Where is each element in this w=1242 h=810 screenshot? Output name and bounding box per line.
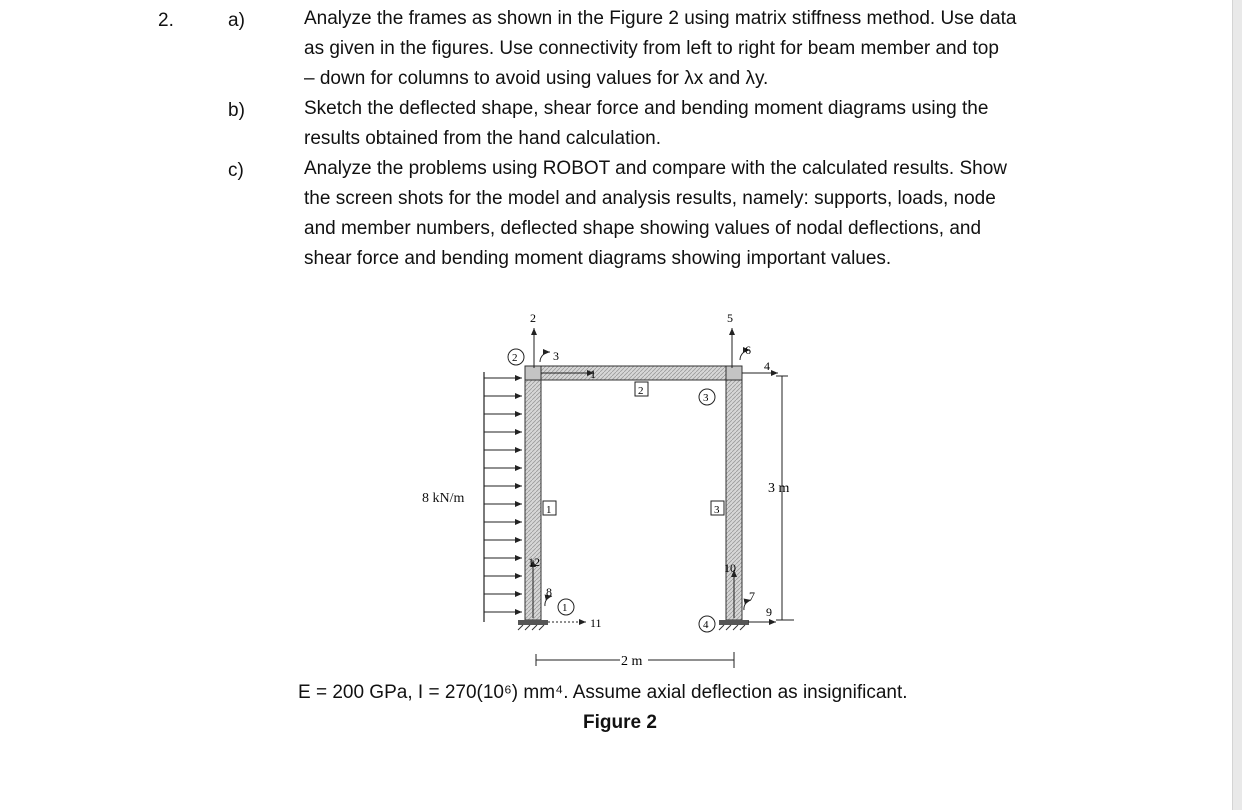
left-fixed-support xyxy=(518,620,548,630)
dof-label-6: 6 xyxy=(745,343,751,357)
joint-top-left xyxy=(525,366,541,380)
dof-label-12: 12 xyxy=(528,555,540,569)
part-c-text xyxy=(304,154,1104,274)
member-label-3: 3 xyxy=(714,504,720,516)
dof-label-5: 5 xyxy=(727,311,733,325)
node-label-1: 1 xyxy=(562,602,568,614)
distributed-load xyxy=(484,372,522,622)
dof-label-1: 1 xyxy=(590,367,596,381)
node-label-4: 4 xyxy=(703,619,709,631)
page-edge xyxy=(1232,0,1242,810)
width-label: 2 m xyxy=(621,654,643,669)
part-c-line-4: shear force and bending moment diagrams showing important values. xyxy=(304,248,892,269)
dof-label-10: 10 xyxy=(724,561,736,575)
part-label-b: b) xyxy=(228,100,245,121)
node-label-3: 3 xyxy=(703,392,709,404)
dof-arrow-3 xyxy=(540,352,550,362)
member-label-2: 2 xyxy=(638,385,644,397)
part-c-line-3: and member numbers, deflected shape showing values of nodal deflections, and xyxy=(304,218,982,239)
part-label-c: c) xyxy=(228,160,244,181)
part-c-line-2: the screen shots for the model and analysis results, namely: supports, loads, node xyxy=(304,188,996,209)
dof-label-7: 7 xyxy=(749,589,755,603)
dof-label-4: 4 xyxy=(764,359,770,373)
part-b-text xyxy=(304,94,1104,154)
dof-label-3: 3 xyxy=(553,349,559,363)
figure-caption-title: Figure 2 xyxy=(583,712,657,733)
part-a-text xyxy=(304,4,1104,94)
part-a-line-2: as given in the figures. Use connectivity from left to right for beam member and top xyxy=(304,38,999,59)
joint-top-right xyxy=(726,366,742,380)
dof-label-11: 11 xyxy=(590,616,602,630)
dof-label-9: 9 xyxy=(766,605,772,619)
dof-label-8: 8 xyxy=(546,585,552,599)
frame-figure xyxy=(400,300,840,680)
load-label: 8 kN/m xyxy=(422,491,465,506)
part-a-line-1: Analyze the frames as shown in the Figure 2 using matrix stiffness method. Use data xyxy=(304,8,1017,29)
dof-label-2: 2 xyxy=(530,311,536,325)
node-label-2: 2 xyxy=(512,352,518,364)
part-label-a: a) xyxy=(228,10,245,31)
member-label-1: 1 xyxy=(546,504,552,516)
part-c-line-1: Analyze the problems using ROBOT and compare with the calculated results. Show xyxy=(304,158,1007,179)
part-b-line-2: results obtained from the hand calculation. xyxy=(304,128,661,149)
part-a-line-3: – down for columns to avoid using values for λx and λy. xyxy=(304,68,769,89)
part-b-line-1: Sketch the deflected shape, shear force and bending moment diagrams using the xyxy=(304,98,989,119)
height-label: 3 m xyxy=(768,481,790,496)
question-number: 2. xyxy=(158,10,174,31)
figure-caption-main: E = 200 GPa, I = 270(10⁶) mm⁴. Assume axial deflection as insignificant. xyxy=(298,682,908,703)
frame-diagram xyxy=(400,300,840,680)
right-fixed-support xyxy=(719,620,749,630)
